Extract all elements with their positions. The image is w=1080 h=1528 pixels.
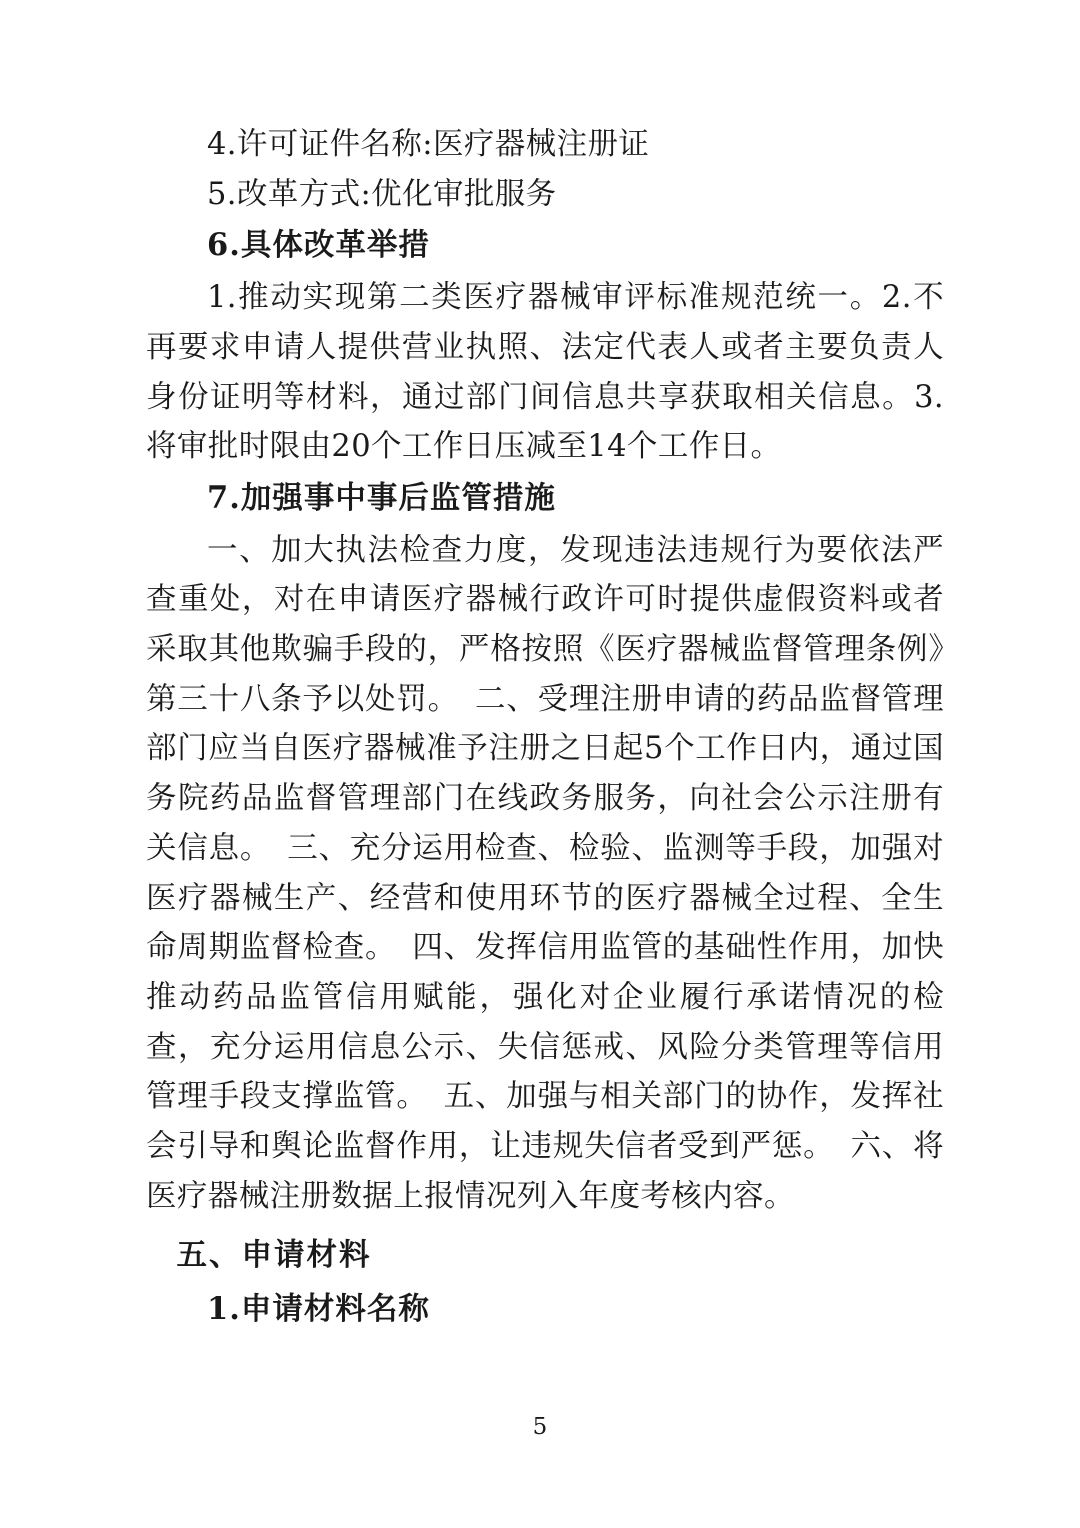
- paragraph-reform-measures: 1.推动实现第二类医疗器械审评标准规范统一。2.不再要求申请人提供营业执照、法定代表人或者主要负责人身份证明等材料，通过部门间信息共享获取相关信息。3.将审批时限由20个工作日压减至14个工作日。: [146, 280, 944, 465]
- section-heading-application-materials: 五、申请材料: [176, 1237, 372, 1274]
- list-item-reform-measures-heading: 6.具体改革举措: [207, 227, 430, 264]
- page-number: 5: [532, 1414, 548, 1440]
- list-item-reform-method: 5.改革方式:优化审批服务: [207, 176, 557, 212]
- document-body: [146, 120, 944, 1335]
- list-item-supervision-heading: 7.加强事中事后监管措施: [207, 479, 556, 516]
- subheading-material-name: 1.申请材料名称: [207, 1291, 430, 1328]
- list-item-license-name: 4.许可证件名称:医疗器械注册证: [207, 127, 650, 162]
- paragraph-supervision-measures: 一、加大执法检查力度，发现违法违规行为要依法严查重处，对在申请医疗器械行政许可时提供虚假资料或者采取其他欺骗手段的，严格按照《医疗器械监督管理条例》第三十八条予以处罚。 二、受理注册申请的药品监督管理部门应当自医疗器械准予注册之日起5个工作日内，通过国务院药品监督管理部门在线政务服务，向社会公示注册有关信息。 三、充分运用检查、检验、监测等手段，加强对医疗器械生产、经营和使用环节的医疗器械全过程、全生命周期监督检查。 四、发挥信用监管的基础性作用，加快推动药品监管信用赋能，强化对企业履行承诺情况的检查，充分运用信息公示、失信惩戒、风险分类管理等信用管理手段支撑监管。 五、加强与相关部门的协作，发挥社会引导和舆论监督作用，让违规失信者受到严惩。 六、将医疗器械注册数据上报情况列入年度考核内容。: [146, 532, 944, 1214]
